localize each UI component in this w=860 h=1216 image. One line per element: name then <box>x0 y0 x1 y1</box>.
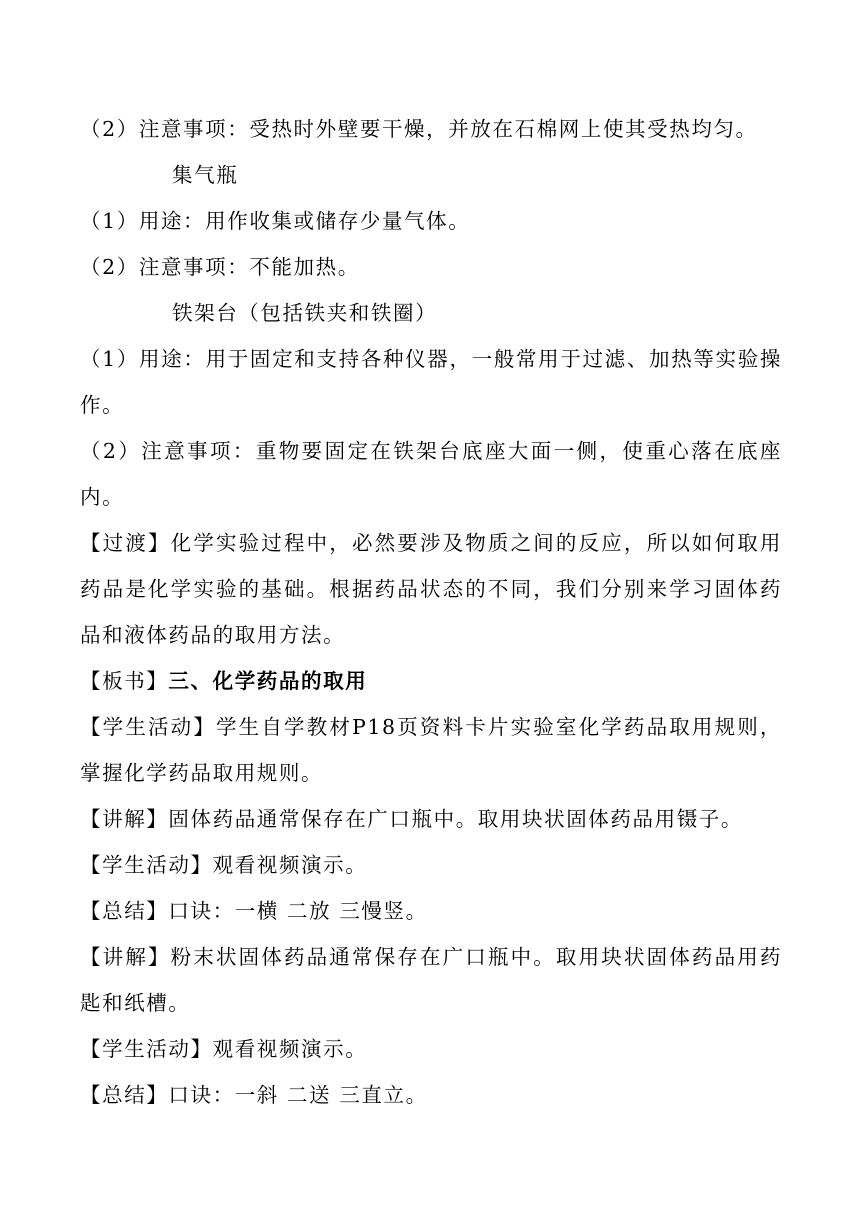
blackboard-tag: 【板书】 <box>80 669 169 693</box>
document-body <box>80 106 782 1118</box>
heading-iron-stand: 铁架台（包括铁夹和铁圈） <box>172 301 438 325</box>
paragraph-watch-video-2: 【学生活动】观看视频演示。 <box>80 1037 368 1061</box>
paragraph-explain-solid: 【讲解】固体药品通常保存在广口瓶中。取用块状固体药品用镊子。 <box>80 807 743 831</box>
heading-gas-collecting-bottle: 集气瓶 <box>172 163 239 187</box>
paragraph-watch-video-1: 【学生活动】观看视频演示。 <box>80 853 368 877</box>
section-title-chemical-handling: 三、化学药品的取用 <box>168 669 368 693</box>
paragraph-bottle-precautions: （2）注意事项：不能加热。 <box>80 255 360 279</box>
paragraph-transition: 【过渡】化学实验过程中，必然要涉及物质之间的反应，所以如何取用药品是化学实验的基础。根据药品状态的不同，我们分别来学习固体药品和液体药品的取用方法。 <box>80 531 782 647</box>
paragraph-precautions-heating: （2）注意事项：受热时外壁要干燥，并放在石棉网上使其受热均匀。 <box>80 117 758 141</box>
paragraph-stand-precautions: （2）注意事项：重物要固定在铁架台底座大面一侧，使重心落在底座内。 <box>80 439 782 509</box>
paragraph-explain-powder: 【讲解】粉末状固体药品通常保存在广口瓶中。取用块状固体药品用药匙和纸槽。 <box>80 945 782 1015</box>
paragraph-blackboard-heading <box>80 658 782 704</box>
paragraph-bottle-usage: （1）用途：用作收集或储存少量气体。 <box>80 209 471 233</box>
paragraph-student-self-study: 【学生活动】学生自学教材P18页资料卡片实验室化学药品取用规则，掌握化学药品取用规则。 <box>80 715 782 785</box>
paragraph-summary-1: 【总结】口诀：一横 二放 三慢竖。 <box>80 899 428 923</box>
paragraph-summary-2: 【总结】口诀：一斜 二送 三直立。 <box>80 1083 428 1107</box>
paragraph-stand-usage: （1）用途：用于固定和支持各种仪器，一般常用于过滤、加热等实验操作。 <box>80 347 782 417</box>
